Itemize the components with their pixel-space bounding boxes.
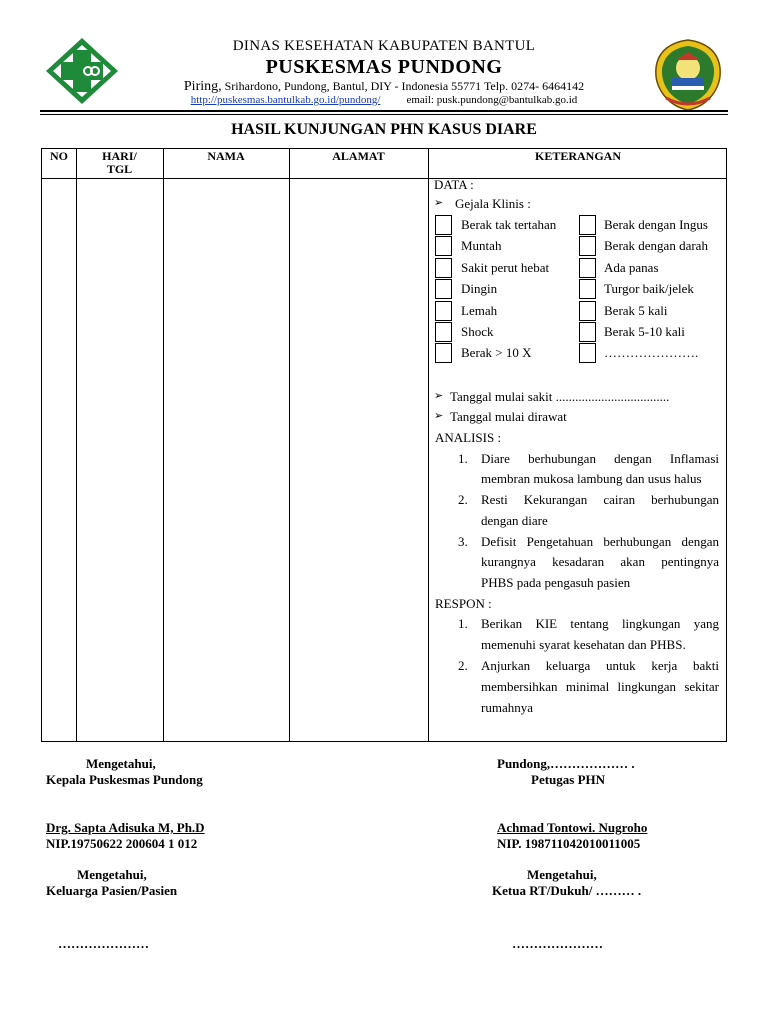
symptom-label: Ada panas <box>604 259 659 275</box>
symptom-checkbox[interactable] <box>435 322 452 342</box>
symptom-checkbox[interactable] <box>579 215 596 235</box>
right-bottom-signature-line: ………………… <box>512 936 603 951</box>
analisis-item-text: Resti Kekurangan cairan berhubungan <box>481 492 719 507</box>
symptom-checkbox[interactable] <box>579 301 596 321</box>
analisis-item-text: Diare berhubungan dengan Inflamasi <box>481 451 719 466</box>
analisis-item-number: 3. <box>458 534 468 549</box>
agency-name: DINAS KESEHATAN KABUPATEN BANTUL <box>232 38 536 54</box>
respon-item-number: 1. <box>458 616 468 631</box>
arrow-bullet-icon: ➢ <box>434 410 444 422</box>
symptom-label: Muntah <box>461 238 502 254</box>
respon-item-text: memenuhi syarat kesehatan dan PHBS. <box>481 637 686 652</box>
symptom-label: Dingin <box>461 281 498 297</box>
symptom-checkbox[interactable] <box>435 215 452 235</box>
col-header-alamat: ALAMAT <box>332 149 385 163</box>
symptom-label: Sakit perut hebat <box>461 259 550 275</box>
left-bottom-signature-line: ………………… <box>58 936 149 951</box>
symptom-label: Shock <box>461 324 494 339</box>
right-top-nip: NIP. 198711042010011005 <box>497 836 641 851</box>
analisis-item-text: dengan diare <box>481 513 548 528</box>
symptom-checkbox[interactable] <box>579 343 596 363</box>
left-top-nip: NIP.19750622 200604 1 012 <box>46 836 198 851</box>
symptom-checkbox[interactable] <box>435 343 452 363</box>
respon-item-text: rumahnya <box>481 700 533 715</box>
symptom-label: Turgor baik/jelek <box>604 281 694 297</box>
symptom-checkbox[interactable] <box>579 322 596 342</box>
data-label: DATA : <box>434 177 474 192</box>
symptom-label: Berak dengan Ingus <box>604 217 708 232</box>
left-bottom-role: Keluarga Pasien/Pasien <box>46 883 178 898</box>
gejala-label: Gejala Klinis : <box>455 196 531 211</box>
symptom-checkbox[interactable] <box>579 279 596 299</box>
symptom-label: Berak dengan darah <box>604 238 708 254</box>
arrow-bullet-icon: ➢ <box>434 390 444 402</box>
header-divider-thin <box>40 114 728 115</box>
respon-item-text: Anjurkan keluarga untuk kerja bakti <box>481 658 719 673</box>
symptom-label: …………………. <box>604 345 699 361</box>
symptom-checkbox[interactable] <box>579 258 596 278</box>
symptom-checkbox[interactable] <box>435 301 452 321</box>
col-header-hari: HARI/ <box>102 149 137 163</box>
visit-table <box>41 148 727 742</box>
col-divider <box>76 149 77 741</box>
col-header-nama: NAMA <box>207 149 245 163</box>
col-header-no: NO <box>50 149 68 163</box>
left-top-signer-name: Drg. Sapta Adisuka M, Ph.D <box>46 820 205 835</box>
symptom-checkbox[interactable] <box>435 258 452 278</box>
right-top-signer-name: Achmad Tontowi. Nugroho <box>497 820 648 835</box>
analisis-item-text: membran mukosa lambung dan usus halus <box>481 471 702 486</box>
symptom-label: Berak 5-10 kali <box>604 324 685 339</box>
respon-label: RESPON : <box>435 596 492 611</box>
address-line <box>0 79 768 95</box>
arrow-bullet-icon: ➢ <box>434 197 444 209</box>
symptom-checkbox[interactable] <box>579 236 596 256</box>
col-header-hari-tgl <box>76 150 163 176</box>
respon-item-number: 2. <box>458 658 468 673</box>
tanggal-mulai-sakit: Tanggal mulai sakit ................................... <box>450 389 670 404</box>
header-row-divider <box>42 178 726 179</box>
col-divider <box>428 149 429 741</box>
tanggal-mulai-dirawat: Tanggal mulai dirawat <box>450 409 567 424</box>
left-bottom-mengetahui: Mengetahui, <box>77 867 147 882</box>
symptom-label: Lemah <box>461 302 498 318</box>
symptom-label: Berak 5 kali <box>604 302 668 318</box>
header-divider <box>40 110 728 112</box>
right-bottom-role: Ketua RT/Dukuh/ ……… . <box>492 883 642 898</box>
col-header-keterangan: KETERANGAN <box>534 149 621 163</box>
right-bottom-mengetahui: Mengetahui, <box>527 867 597 882</box>
analisis-item-text: Defisit Pengetahuan berhubungan dengan <box>481 534 719 549</box>
contact-line <box>0 94 768 106</box>
address-rest: Srihardono, Pundong, Bantul, DIY - Indonesia 55771 Telp. 0274- 6464142 <box>221 79 585 93</box>
analisis-item-text: PHBS pada pengasuh pasien <box>481 575 631 590</box>
col-header-tgl: TGL <box>106 162 133 176</box>
respon-item-text: Berikan KIE tentang lingkungan yang <box>481 616 719 631</box>
symptom-label: Berak tak tertahan <box>461 217 557 232</box>
address-lead: Piring, <box>183 79 222 94</box>
email-text: email: pusk.pundong@bantulkab.go.id <box>406 94 578 106</box>
left-top-role: Kepala Puskesmas Pundong <box>46 772 203 787</box>
left-top-mengetahui: Mengetahui, <box>86 756 156 771</box>
symptom-checkbox[interactable] <box>435 279 452 299</box>
symptom-checkbox[interactable] <box>435 236 452 256</box>
right-top-place-date: Pundong,……………… . <box>497 756 635 771</box>
analisis-item-number: 2. <box>458 492 468 507</box>
document-title: HASIL KUNJUNGAN PHN KASUS DIARE <box>231 121 537 138</box>
analisis-item-text: kurangnya kesadaran akan pentingnya <box>481 554 719 569</box>
col-divider <box>163 149 164 741</box>
col-divider <box>289 149 290 741</box>
website-link[interactable]: http://puskesmas.bantulkab.go.id/pundong/ <box>190 94 381 106</box>
symptom-label: Berak > 10 X <box>461 345 532 361</box>
analisis-label: ANALISIS : <box>435 430 502 445</box>
institution-name: PUSKESMAS PUNDONG <box>265 56 503 78</box>
analisis-item-number: 1. <box>458 451 468 466</box>
respon-item-text: membersihkan minimal lingkungan sekitar <box>481 679 719 694</box>
right-top-role: Petugas PHN <box>531 772 606 787</box>
